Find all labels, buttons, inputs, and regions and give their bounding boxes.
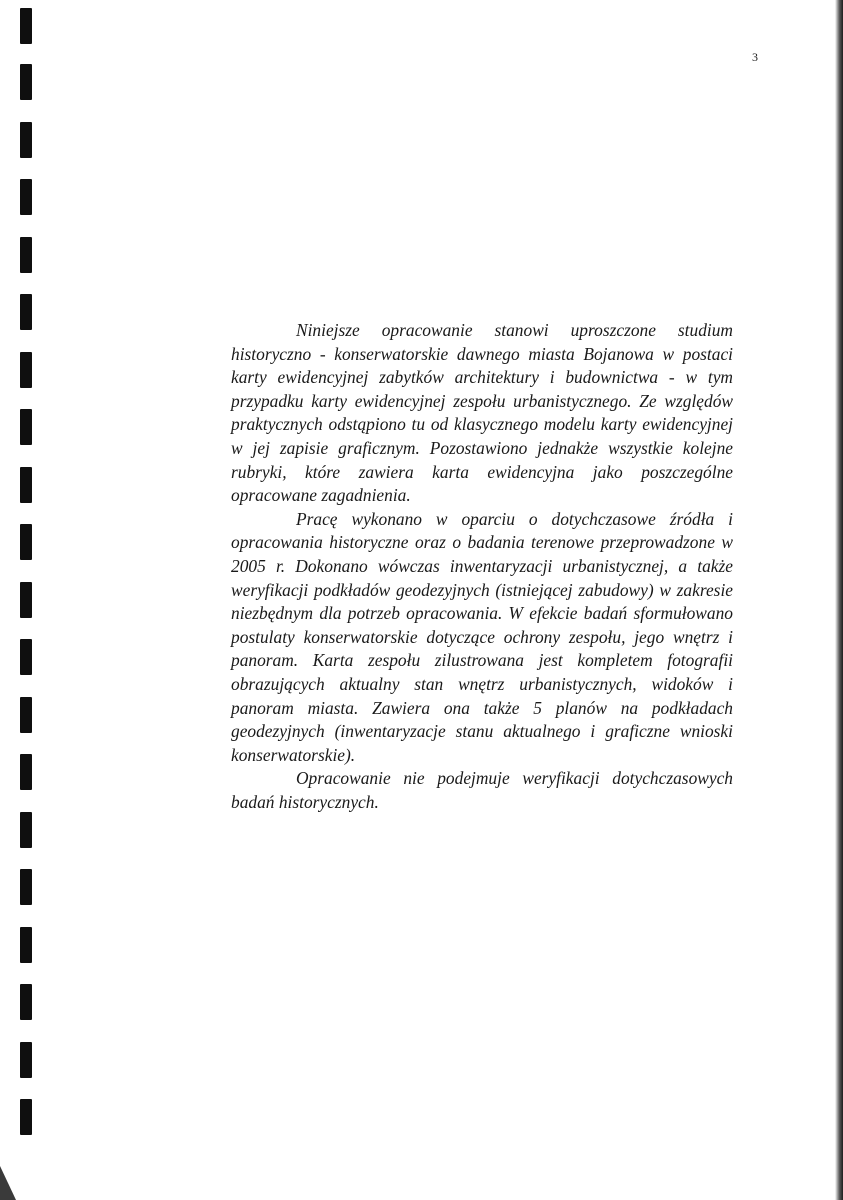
binding-hole xyxy=(20,237,32,273)
binding-hole xyxy=(20,812,32,848)
binding-hole xyxy=(20,927,32,963)
scan-edge-shadow xyxy=(835,0,843,1200)
body-text xyxy=(231,319,733,814)
paragraph-methods: Pracę wykonano w oparciu o dotychczasowe źródła i opracowania historyczne oraz o badania terenowe przeprowadzone w 2005 r. Dokonano wówczas inwentaryzacji urbanistycznej, a także weryfikacji podkładów geodezyjnych (istniejącej zabudowy) w zakresie niezbędnym dla potrzeb opracowania. W efekcie badań sformułowano postulaty konserwatorskie dotyczące ochrony zespołu, jego wnętrz i panoram. Karta zespołu zilustrowana jest kompletem fotografii obrazujących aktualny stan wnętrz urbanistycznych, widoków i panoram miasta. Zawiera ona także 5 planów na podkładach geodezyjnych (inwentaryzacje stanu aktualnego i graficzne wnioski konserwatorskie). xyxy=(231,508,733,765)
paragraph-intro: Niniejsze opracowanie stanowi uproszczone studium historyczno - konserwatorskie dawnego miasta Bojanowa w postaci karty ewidencyjnej zabytków architektury i budownictwa - w tym przypadku karty ewidencyjnej zespołu urbanistycznego. Ze względów praktycznych odstąpiono tu od klasycznego modelu karty ewidencyjnej w jej zapisie graficznym. Pozostawiono jednakże wszystkie kolejne rubryki, które zawiera karta ewidencyjna jako poszczególne opracowane zagadnienia. xyxy=(231,320,733,506)
binding-hole xyxy=(20,754,32,790)
binding-hole xyxy=(20,869,32,905)
binding-hole xyxy=(20,352,32,388)
paragraph-scope: Opracowanie nie podejmuje weryfikacji dotychczasowych badań historycznych. xyxy=(231,768,733,812)
binding-hole xyxy=(20,294,32,330)
binding-hole xyxy=(20,1099,32,1135)
binding-hole xyxy=(20,984,32,1020)
binding-hole xyxy=(20,639,32,675)
binding-hole xyxy=(20,8,32,44)
page-number: 3 xyxy=(752,50,758,64)
binding-hole xyxy=(20,179,32,215)
binding-hole xyxy=(20,467,32,503)
binding-hole xyxy=(20,64,32,100)
binding-hole xyxy=(20,409,32,445)
binding-hole xyxy=(20,524,32,560)
binding-hole xyxy=(20,697,32,733)
binding-hole xyxy=(20,122,32,158)
binding-hole xyxy=(20,582,32,618)
binding-hole xyxy=(20,1042,32,1078)
scan-corner-shadow xyxy=(0,1166,16,1200)
